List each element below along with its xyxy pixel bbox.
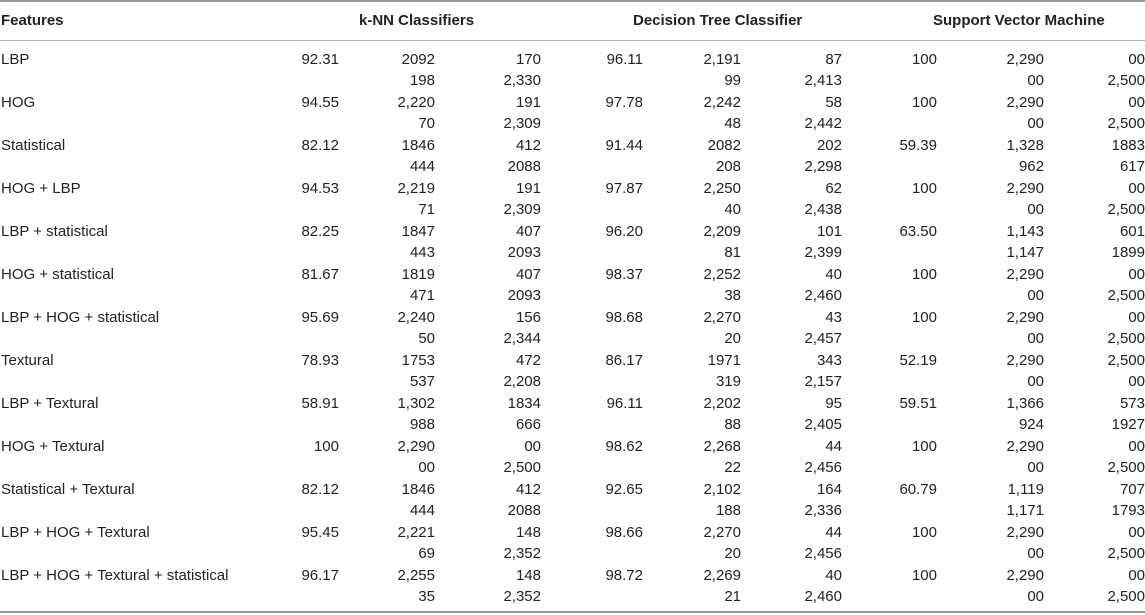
knn-matrix-cell: 537 [409, 373, 435, 390]
dt-matrix-cell: 95 [825, 395, 842, 412]
knn-matrix-cell: 2,352 [503, 588, 541, 605]
svm-matrix-cell: 2,290 [1006, 51, 1044, 68]
svm-matrix-cell: 2,290 [1006, 352, 1044, 369]
svm-matrix-cell: 617 [1119, 158, 1145, 175]
table-body [0, 49, 1145, 608]
svm-matrix-cell: 2,290 [1006, 180, 1044, 197]
header-svm: Support Vector Machine [933, 12, 1105, 29]
knn-matrix-cell: 00 [418, 459, 435, 476]
dt-matrix-cell: 188 [715, 502, 741, 519]
svm-matrix-cell: 1927 [1111, 416, 1145, 433]
knn-matrix-cell: 2,344 [503, 330, 541, 347]
dt-matrix-cell: 101 [816, 223, 842, 240]
knn-matrix-cell: 2088 [507, 502, 541, 519]
table-row [0, 522, 1145, 565]
dt-matrix-cell: 2,270 [703, 309, 741, 326]
svm-matrix-cell: 2,290 [1006, 309, 1044, 326]
svm-matrix-cell: 1,366 [1006, 395, 1044, 412]
table-row [0, 565, 1145, 608]
dt-matrix-cell: 2,460 [804, 588, 842, 605]
knn-matrix-cell: 2,220 [397, 94, 435, 111]
svm-matrix-cell: 1883 [1111, 137, 1145, 154]
knn-matrix-cell: 2088 [507, 158, 541, 175]
table-row [0, 135, 1145, 178]
feature-cell: HOG + statistical [1, 266, 114, 283]
knn-matrix-cell: 444 [409, 158, 435, 175]
svm-matrix-cell: 707 [1119, 481, 1145, 498]
dt-matrix-cell: 2,298 [804, 158, 842, 175]
dt-matrix-cell: 319 [715, 373, 741, 390]
feature-cell: LBP + statistical [1, 223, 108, 240]
header-rule [0, 40, 1145, 41]
knn-matrix-cell: 2,240 [397, 309, 435, 326]
dt-matrix-cell: 2,252 [703, 266, 741, 283]
dt-accuracy-cell: 96.11 [606, 51, 643, 68]
svm-matrix-cell: 2,500 [1107, 72, 1145, 89]
knn-matrix-cell: 2,352 [503, 545, 541, 562]
svm-accuracy-cell: 100 [911, 309, 937, 326]
knn-matrix-cell: 2093 [507, 287, 541, 304]
dt-matrix-cell: 2,209 [703, 223, 741, 240]
dt-matrix-cell: 88 [724, 416, 741, 433]
dt-matrix-cell: 2,102 [703, 481, 741, 498]
dt-matrix-cell: 40 [825, 266, 842, 283]
feature-cell: Textural [1, 352, 54, 369]
knn-accuracy-cell: 82.12 [301, 137, 339, 154]
svm-matrix-cell: 924 [1018, 416, 1044, 433]
knn-matrix-cell: 444 [409, 502, 435, 519]
feature-cell: HOG [1, 94, 36, 111]
dt-matrix-cell: 2,270 [703, 524, 741, 541]
svm-matrix-cell: 601 [1119, 223, 1145, 240]
svm-matrix-cell: 00 [1128, 51, 1145, 68]
table-row [0, 436, 1145, 479]
knn-matrix-cell: 1,302 [397, 395, 435, 412]
knn-accuracy-cell: 78.93 [301, 352, 339, 369]
svm-matrix-cell: 00 [1027, 330, 1044, 347]
svm-matrix-cell: 1,119 [1007, 481, 1044, 498]
dt-matrix-cell: 2,336 [804, 502, 842, 519]
svm-matrix-cell: 2,290 [1006, 438, 1044, 455]
header-features: Features [1, 12, 64, 29]
dt-accuracy-cell: 96.20 [605, 223, 643, 240]
svm-matrix-cell: 00 [1128, 373, 1145, 390]
knn-accuracy-cell: 94.55 [301, 94, 339, 111]
dt-matrix-cell: 44 [825, 524, 842, 541]
knn-matrix-cell: 2,208 [503, 373, 541, 390]
svm-matrix-cell: 2,500 [1107, 287, 1145, 304]
dt-matrix-cell: 58 [825, 94, 842, 111]
dt-matrix-cell: 43 [825, 309, 842, 326]
table-row [0, 479, 1145, 522]
knn-accuracy-cell: 94.53 [301, 180, 339, 197]
knn-matrix-cell: 2,255 [397, 567, 435, 584]
dt-matrix-cell: 20 [724, 545, 741, 562]
svm-matrix-cell: 573 [1119, 395, 1145, 412]
dt-matrix-cell: 2,269 [703, 567, 741, 584]
feature-cell: Statistical + Textural [1, 481, 135, 498]
knn-matrix-cell: 50 [418, 330, 435, 347]
knn-matrix-cell: 1847 [401, 223, 435, 240]
feature-cell: LBP + HOG + Textural [1, 524, 150, 541]
svm-matrix-cell: 2,500 [1107, 588, 1145, 605]
knn-matrix-cell: 2,500 [503, 459, 541, 476]
header-knn: k-NN Classifiers [359, 12, 475, 29]
knn-matrix-cell: 2092 [401, 51, 435, 68]
dt-matrix-cell: 38 [724, 287, 741, 304]
dt-accuracy-cell: 97.78 [605, 94, 643, 111]
knn-matrix-cell: 1846 [401, 481, 435, 498]
svm-accuracy-cell: 63.50 [899, 223, 937, 240]
knn-matrix-cell: 2,219 [397, 180, 435, 197]
dt-matrix-cell: 2,268 [703, 438, 741, 455]
table-row [0, 49, 1145, 92]
svm-matrix-cell: 1793 [1111, 502, 1145, 519]
knn-matrix-cell: 471 [409, 287, 435, 304]
knn-matrix-cell: 170 [515, 51, 541, 68]
feature-cell: LBP + Textural [1, 395, 99, 412]
svm-matrix-cell: 2,290 [1006, 524, 1044, 541]
dt-accuracy-cell: 92.65 [605, 481, 643, 498]
svm-matrix-cell: 00 [1027, 588, 1044, 605]
knn-matrix-cell: 988 [409, 416, 435, 433]
svm-matrix-cell: 00 [1027, 287, 1044, 304]
feature-cell: LBP [1, 51, 30, 68]
dt-accuracy-cell: 98.37 [605, 266, 643, 283]
knn-matrix-cell: 407 [515, 223, 541, 240]
knn-matrix-cell: 71 [418, 201, 435, 218]
dt-matrix-cell: 343 [816, 352, 842, 369]
knn-matrix-cell: 2,309 [503, 115, 541, 132]
dt-matrix-cell: 81 [724, 244, 741, 261]
dt-matrix-cell: 2,460 [804, 287, 842, 304]
table-row [0, 350, 1145, 393]
knn-matrix-cell: 148 [515, 567, 541, 584]
knn-matrix-cell: 1753 [401, 352, 435, 369]
knn-accuracy-cell: 92.31 [301, 51, 339, 68]
svm-matrix-cell: 2,500 [1107, 459, 1145, 476]
svm-matrix-cell: 2,290 [1006, 567, 1044, 584]
dt-matrix-cell: 20 [724, 330, 741, 347]
knn-matrix-cell: 70 [418, 115, 435, 132]
dt-matrix-cell: 2,191 [703, 51, 741, 68]
knn-matrix-cell: 407 [515, 266, 541, 283]
dt-matrix-cell: 2,438 [804, 201, 842, 218]
svm-matrix-cell: 00 [1128, 180, 1145, 197]
svm-matrix-cell: 2,290 [1006, 266, 1044, 283]
svm-accuracy-cell: 59.51 [899, 395, 937, 412]
svm-accuracy-cell: 60.79 [899, 481, 937, 498]
svm-matrix-cell: 1899 [1111, 244, 1145, 261]
svm-matrix-cell: 1,143 [1006, 223, 1044, 240]
dt-accuracy-cell: 91.44 [605, 137, 643, 154]
dt-matrix-cell: 40 [724, 201, 741, 218]
svm-matrix-cell: 00 [1128, 94, 1145, 111]
svm-accuracy-cell: 100 [911, 266, 937, 283]
table-row [0, 221, 1145, 264]
table-row [0, 264, 1145, 307]
svm-matrix-cell: 1,147 [1006, 244, 1044, 261]
knn-matrix-cell: 472 [515, 352, 541, 369]
svm-matrix-cell: 00 [1128, 567, 1145, 584]
knn-accuracy-cell: 96.17 [301, 567, 339, 584]
svm-accuracy-cell: 100 [911, 438, 937, 455]
svm-matrix-cell: 2,500 [1107, 115, 1145, 132]
svm-accuracy-cell: 100 [911, 94, 937, 111]
dt-matrix-cell: 2,456 [804, 545, 842, 562]
knn-accuracy-cell: 95.45 [301, 524, 339, 541]
knn-matrix-cell: 1819 [401, 266, 435, 283]
table-row [0, 307, 1145, 350]
knn-matrix-cell: 666 [515, 416, 541, 433]
knn-matrix-cell: 00 [524, 438, 541, 455]
knn-accuracy-cell: 81.67 [301, 266, 339, 283]
dt-matrix-cell: 2,442 [804, 115, 842, 132]
knn-matrix-cell: 412 [515, 137, 541, 154]
dt-accuracy-cell: 98.66 [605, 524, 643, 541]
svm-matrix-cell: 1,328 [1006, 137, 1044, 154]
svm-matrix-cell: 00 [1027, 72, 1044, 89]
svm-matrix-cell: 962 [1018, 158, 1044, 175]
dt-matrix-cell: 48 [724, 115, 741, 132]
dt-matrix-cell: 99 [724, 72, 741, 89]
svm-matrix-cell: 2,500 [1107, 545, 1145, 562]
svm-matrix-cell: 00 [1027, 545, 1044, 562]
dt-matrix-cell: 1971 [707, 352, 741, 369]
dt-matrix-cell: 2,405 [804, 416, 842, 433]
svm-matrix-cell: 2,290 [1006, 94, 1044, 111]
dt-matrix-cell: 2,413 [804, 72, 842, 89]
dt-matrix-cell: 87 [825, 51, 842, 68]
knn-matrix-cell: 2,221 [397, 524, 435, 541]
dt-matrix-cell: 44 [825, 438, 842, 455]
dt-matrix-cell: 164 [816, 481, 842, 498]
dt-matrix-cell: 2082 [707, 137, 741, 154]
feature-cell: LBP + HOG + statistical [1, 309, 160, 326]
knn-matrix-cell: 1846 [401, 137, 435, 154]
svm-accuracy-cell: 100 [911, 524, 937, 541]
dt-accuracy-cell: 86.17 [605, 352, 643, 369]
knn-matrix-cell: 2,309 [503, 201, 541, 218]
dt-matrix-cell: 208 [715, 158, 741, 175]
svm-matrix-cell: 2,500 [1107, 201, 1145, 218]
svm-accuracy-cell: 100 [911, 567, 937, 584]
knn-matrix-cell: 2093 [507, 244, 541, 261]
dt-matrix-cell: 22 [724, 459, 741, 476]
knn-matrix-cell: 35 [418, 588, 435, 605]
svm-matrix-cell: 2,500 [1107, 330, 1145, 347]
knn-matrix-cell: 198 [409, 72, 435, 89]
svm-accuracy-cell: 100 [911, 180, 937, 197]
feature-cell: Statistical [1, 137, 66, 154]
svm-matrix-cell: 00 [1027, 201, 1044, 218]
table-row [0, 393, 1145, 436]
table-row [0, 92, 1145, 135]
dt-accuracy-cell: 96.11 [606, 395, 643, 412]
dt-matrix-cell: 2,456 [804, 459, 842, 476]
svm-matrix-cell: 00 [1027, 459, 1044, 476]
dt-matrix-cell: 2,242 [703, 94, 741, 111]
dt-matrix-cell: 2,157 [804, 373, 842, 390]
knn-matrix-cell: 2,330 [503, 72, 541, 89]
dt-accuracy-cell: 97.87 [605, 180, 643, 197]
knn-accuracy-cell: 58.91 [301, 395, 339, 412]
table-row [0, 178, 1145, 221]
dt-matrix-cell: 202 [816, 137, 842, 154]
dt-accuracy-cell: 98.72 [605, 567, 643, 584]
svm-matrix-cell: 00 [1027, 115, 1044, 132]
bottom-rule [0, 611, 1145, 613]
knn-matrix-cell: 148 [515, 524, 541, 541]
knn-matrix-cell: 69 [418, 545, 435, 562]
svm-accuracy-cell: 100 [911, 51, 937, 68]
header-decision-tree: Decision Tree Classifier [633, 12, 803, 29]
feature-cell: HOG + Textural [1, 438, 105, 455]
svm-matrix-cell: 00 [1128, 266, 1145, 283]
knn-accuracy-cell: 82.12 [301, 481, 339, 498]
feature-cell: HOG + LBP [1, 180, 81, 197]
svm-matrix-cell: 00 [1128, 524, 1145, 541]
knn-accuracy-cell: 100 [313, 438, 339, 455]
knn-matrix-cell: 191 [515, 180, 541, 197]
knn-accuracy-cell: 95.69 [301, 309, 339, 326]
knn-matrix-cell: 412 [515, 481, 541, 498]
svm-matrix-cell: 00 [1128, 438, 1145, 455]
knn-matrix-cell: 156 [515, 309, 541, 326]
knn-matrix-cell: 191 [515, 94, 541, 111]
dt-accuracy-cell: 98.68 [605, 309, 643, 326]
svm-accuracy-cell: 52.19 [899, 352, 937, 369]
feature-cell: LBP + HOG + Textural + statistical [1, 567, 229, 584]
dt-matrix-cell: 2,399 [804, 244, 842, 261]
knn-matrix-cell: 443 [409, 244, 435, 261]
knn-accuracy-cell: 82.25 [301, 223, 339, 240]
svm-matrix-cell: 1,171 [1006, 502, 1044, 519]
knn-matrix-cell: 1834 [507, 395, 541, 412]
dt-matrix-cell: 62 [825, 180, 842, 197]
svm-matrix-cell: 00 [1128, 309, 1145, 326]
dt-matrix-cell: 21 [724, 588, 741, 605]
dt-matrix-cell: 40 [825, 567, 842, 584]
top-rule [0, 0, 1145, 2]
svm-accuracy-cell: 59.39 [899, 137, 937, 154]
dt-matrix-cell: 2,202 [703, 395, 741, 412]
svm-matrix-cell: 2,500 [1107, 352, 1145, 369]
dt-matrix-cell: 2,457 [804, 330, 842, 347]
svm-matrix-cell: 00 [1027, 373, 1044, 390]
dt-matrix-cell: 2,250 [703, 180, 741, 197]
knn-matrix-cell: 2,290 [397, 438, 435, 455]
dt-accuracy-cell: 98.62 [605, 438, 643, 455]
